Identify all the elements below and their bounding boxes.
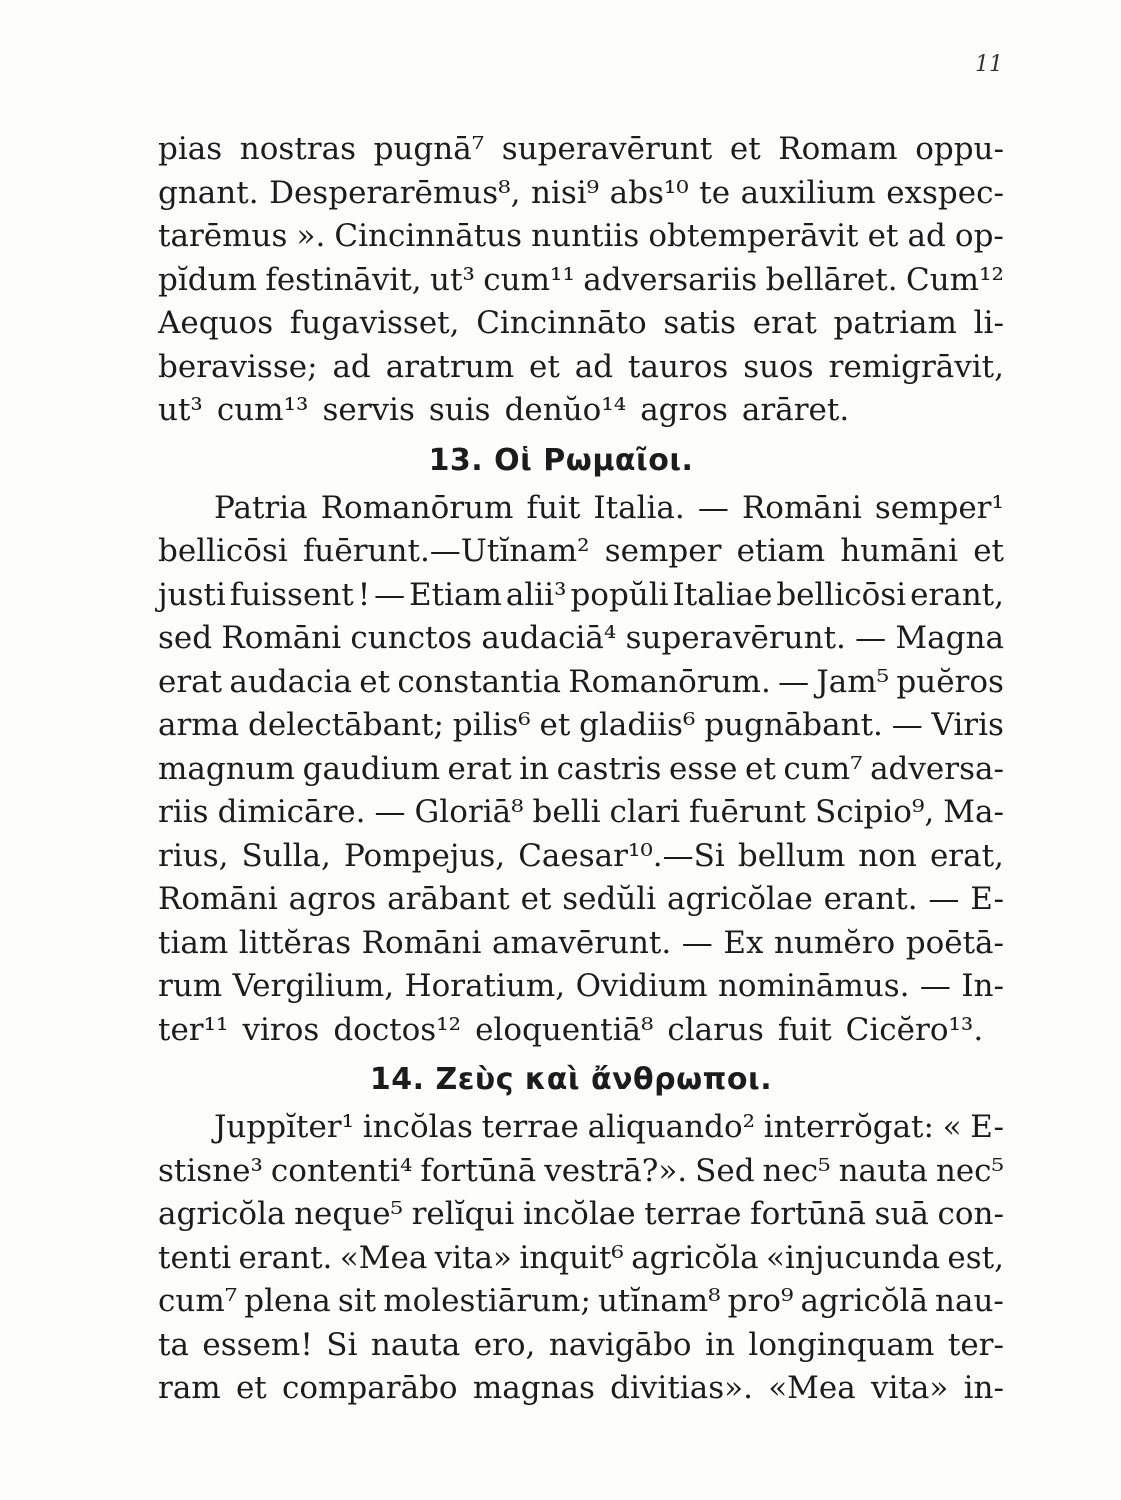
word: doctos¹² [333, 1011, 462, 1048]
word: sed [158, 620, 213, 656]
word: et [867, 218, 899, 254]
word: Pompejus, [343, 837, 506, 874]
text-line [158, 346, 1004, 390]
word: interrŏgat: [763, 1109, 934, 1145]
word: erat, [929, 837, 1004, 874]
word: agricŏlā [800, 1283, 928, 1319]
word: arāret. [741, 392, 850, 428]
word: Italiae [672, 576, 773, 613]
word: constantia [397, 663, 561, 700]
word: pro⁹ [727, 1283, 794, 1319]
word: erant, [910, 576, 1004, 613]
text-line [158, 574, 1004, 618]
page-number: 11 [975, 52, 1003, 77]
word: op- [954, 218, 1004, 254]
word: adversa- [870, 750, 1004, 787]
word: ut³ [158, 392, 203, 428]
word: et [359, 663, 391, 700]
word: tarēmus [158, 218, 288, 254]
word: Romāni [741, 489, 862, 526]
word: — [928, 881, 960, 917]
word: nostras [239, 131, 356, 167]
section-heading: 14. Ζεὺς καὶ ἄνθρωποι. [369, 1062, 773, 1097]
text-line [158, 835, 1004, 879]
word: incŏlae [522, 1196, 636, 1232]
word: nauta [838, 1152, 928, 1189]
word: vestrā?». [544, 1152, 688, 1189]
word: nomināmus. [717, 968, 910, 1004]
word: Romanōrum. [568, 663, 771, 700]
word: aratrum [385, 348, 515, 385]
word: magnum [158, 750, 296, 787]
word: abs¹⁰ [609, 174, 689, 211]
word: poētā- [905, 924, 1004, 961]
word: Sulla, [241, 837, 331, 874]
word: Italia. [593, 489, 685, 526]
word: suis [428, 392, 491, 428]
word: arābant [387, 881, 510, 917]
text-line [158, 1106, 1004, 1150]
text-line [158, 1193, 1004, 1237]
word: fuit [526, 489, 581, 526]
word: Caesar¹⁰.—Si [518, 837, 725, 874]
word: navigābo [548, 1326, 692, 1363]
word: inquit⁶ [519, 1239, 624, 1276]
word: viros [242, 1011, 320, 1048]
word: bellicōsi [776, 576, 907, 613]
text-line [158, 302, 1004, 346]
word: vita» [434, 1239, 512, 1276]
word: agros [288, 881, 377, 917]
word: arma [158, 707, 240, 743]
word: « [942, 1109, 962, 1145]
word: riis [158, 794, 209, 830]
text-line [158, 922, 1004, 966]
word: Romam [778, 131, 898, 167]
word: puĕros [896, 663, 1004, 700]
word: Ex [723, 924, 764, 961]
word: dimicāre. [217, 794, 366, 830]
word: et [529, 348, 560, 385]
word: delectābant; [248, 707, 444, 743]
word: Vergilium, [232, 968, 395, 1004]
word: denŭo¹⁴ [504, 392, 627, 428]
word: ut³ [430, 261, 475, 298]
word: bellicōsi [158, 533, 288, 569]
word: fugavisset, [289, 305, 460, 341]
word: con- [937, 1196, 1004, 1232]
text-line [158, 215, 1004, 259]
word: suos [743, 348, 814, 385]
word: — [681, 924, 713, 961]
word: Ma- [943, 794, 1004, 830]
word: Cum¹² [905, 261, 1004, 298]
text-line [158, 617, 1004, 661]
paragraph [158, 1106, 1004, 1411]
word: beravisse; [158, 348, 318, 385]
word: divitias». [610, 1370, 753, 1406]
word: Sed [695, 1152, 755, 1189]
text-line [158, 389, 1004, 433]
text-line [158, 1324, 1004, 1368]
text-line [158, 1009, 1004, 1053]
word: patriam [833, 305, 957, 341]
text-line [158, 1237, 1004, 1281]
word: Desperarēmus⁸, [269, 174, 521, 211]
word: fortūnā [420, 1152, 537, 1189]
word: Magna [895, 620, 1004, 656]
word: Jam⁵ [816, 663, 890, 700]
word: Juppĭter¹ [214, 1109, 355, 1145]
word: et [745, 750, 776, 787]
word: ter- [947, 1326, 1004, 1363]
word: Cincinnāto [476, 305, 647, 341]
word: cum⁷ [783, 750, 863, 787]
word: justi [158, 576, 226, 613]
word: clari [609, 794, 680, 830]
word: fuērunt.—Utĭnam² [302, 533, 590, 569]
text-line [158, 172, 1004, 216]
text-line [158, 1150, 1004, 1194]
word: Romāni [361, 924, 482, 961]
word: tenti [158, 1239, 232, 1276]
word: ter¹¹ [158, 1011, 229, 1048]
word: Ovidium [575, 968, 708, 1004]
word: festināvit, [265, 261, 422, 298]
word: «injucunda [766, 1239, 941, 1276]
word: exspec- [886, 174, 1004, 211]
word: Cicĕro¹³. [845, 1011, 984, 1048]
word: et [235, 1370, 267, 1406]
word: magnas [472, 1370, 595, 1406]
word: ram [158, 1370, 221, 1406]
word: alii³ [505, 576, 567, 613]
text-line [158, 965, 1004, 1009]
word: cum⁷ [158, 1283, 238, 1319]
word: cum¹³ [216, 392, 309, 428]
word: — [891, 707, 923, 743]
word: rum [158, 968, 223, 1004]
word: satis [663, 305, 736, 341]
section-heading: 13. Οἱ Ρωμαῖοι. [428, 442, 694, 478]
word: adversariis [583, 261, 758, 298]
word: nau- [935, 1283, 1004, 1319]
word: In- [961, 968, 1004, 1004]
word: gaudium [302, 750, 441, 787]
word: numĕro [774, 924, 896, 961]
word: tiam [158, 924, 229, 961]
word: «Mea [339, 1239, 428, 1276]
word: erant. [238, 1239, 333, 1276]
word: fuissent [229, 576, 354, 613]
word: et [973, 533, 1004, 569]
word: bellāret. [765, 261, 898, 298]
word: Horatium, [404, 968, 566, 1004]
word: agricŏlae [666, 881, 813, 917]
word: agros [640, 392, 728, 428]
word: Etiam [409, 576, 502, 613]
word: ero, [473, 1326, 536, 1363]
text-line [158, 128, 1004, 172]
word: Scipio⁹, [815, 794, 935, 830]
word: Viris [931, 707, 1004, 743]
word: nauta [370, 1326, 461, 1363]
word: superavērunt [501, 131, 713, 167]
word: fortūnā [750, 1196, 866, 1232]
text-line [158, 259, 1004, 303]
word: Cincinnātus [334, 218, 523, 254]
word: sedŭli [562, 881, 657, 917]
word: gnant. [158, 174, 259, 211]
word: pugnā⁷ [373, 131, 485, 167]
word: et [520, 881, 552, 917]
word: terrae [481, 1109, 579, 1145]
word: plena [244, 1283, 331, 1319]
word: ! [357, 576, 371, 613]
word: terrae [644, 1196, 742, 1232]
word: neque⁵ [294, 1196, 403, 1232]
word: auxilium [740, 174, 876, 211]
word: — [919, 968, 951, 1004]
word: molestiārum; [383, 1283, 591, 1319]
word: Patria [214, 489, 308, 526]
word: obtemperāvit [648, 218, 859, 254]
word: vita» [870, 1370, 949, 1406]
word: Si [326, 1326, 358, 1363]
paragraph [158, 128, 1004, 433]
word: eloquentiā⁸ [475, 1011, 654, 1048]
word: gladiis⁶ [579, 707, 696, 743]
word: contenti⁴ [270, 1152, 413, 1189]
word: est, [947, 1239, 1004, 1276]
word: agricŏla [631, 1239, 759, 1276]
word: audaciā⁴ [481, 620, 617, 656]
word: pĭdum [158, 261, 257, 298]
word: Romanōrum [320, 489, 514, 526]
word: E- [970, 881, 1004, 917]
word: aliquando² [587, 1109, 756, 1145]
word: superavērunt. [625, 620, 846, 656]
word: pugnābant. [704, 707, 883, 743]
text-line [158, 487, 1004, 531]
text-line [158, 530, 1004, 574]
word: essem! [202, 1326, 313, 1363]
word: ». [296, 218, 326, 254]
word: erat [752, 305, 817, 341]
word: erant. [823, 881, 918, 917]
text-line [158, 791, 1004, 835]
word: pias [158, 131, 223, 167]
word: longinquam [748, 1326, 935, 1363]
word: nisi⁹ [530, 174, 600, 211]
word: clarus [667, 1011, 764, 1048]
word: ad [332, 348, 371, 385]
word: — [374, 794, 406, 830]
word: humāni [840, 533, 959, 569]
word: — [374, 576, 406, 613]
word: «Mea [768, 1370, 856, 1406]
word: li- [973, 305, 1004, 341]
word: Aequos [158, 305, 274, 341]
word: — [697, 489, 729, 526]
word: et [729, 131, 761, 167]
word: oppu- [915, 131, 1004, 167]
text-line [158, 878, 1004, 922]
word: Romāni [221, 620, 342, 656]
word: etiam [736, 533, 826, 569]
word: esse [669, 750, 738, 787]
word: non [858, 837, 917, 874]
text-line [158, 661, 1004, 705]
word: te [699, 174, 731, 211]
text-body [158, 128, 1004, 1411]
word: in [705, 1326, 735, 1363]
word: E- [970, 1109, 1004, 1145]
word: pilis⁶ [452, 707, 531, 743]
word: nuntiis [531, 218, 640, 254]
word: remigrāvit, [828, 348, 1004, 385]
word: fuit [777, 1011, 832, 1048]
word: utĭnam⁸ [597, 1283, 721, 1319]
word: agricŏla [158, 1196, 286, 1232]
word: cum¹¹ [483, 261, 575, 298]
text-line [158, 1280, 1004, 1324]
text-line [158, 704, 1004, 748]
word: castris [556, 750, 662, 787]
word: semper¹ [874, 489, 1004, 526]
word: audacia [229, 663, 352, 700]
text-line [158, 1367, 1004, 1411]
word: nec⁵ [762, 1152, 831, 1189]
word: ad [907, 218, 946, 254]
word: et [539, 707, 571, 743]
word: popŭli [570, 576, 669, 613]
word: Romāni [158, 881, 278, 917]
word: relĭqui [411, 1196, 515, 1232]
word: rius, [158, 837, 229, 874]
word: stisne³ [158, 1152, 263, 1189]
word: semper [604, 533, 722, 569]
word: erat [158, 663, 223, 700]
word: Gloriā⁸ [414, 794, 524, 830]
word: belli [532, 794, 601, 830]
word: suā [874, 1196, 929, 1232]
word: incŏlas [362, 1109, 473, 1145]
word: — [855, 620, 887, 656]
word: nec⁵ [935, 1152, 1004, 1189]
word: tauros [628, 348, 729, 385]
word: in- [963, 1370, 1004, 1406]
word: fuērunt [689, 794, 807, 830]
text-line [158, 748, 1004, 792]
word: ta [158, 1326, 189, 1363]
word: comparābo [282, 1370, 458, 1406]
word: ad [574, 348, 614, 385]
word: servis [322, 392, 415, 428]
word: bellum [737, 837, 846, 874]
word: cunctos [350, 620, 473, 656]
word: littĕras [238, 924, 352, 961]
paragraph [158, 487, 1004, 1053]
word: in [519, 750, 550, 787]
word: — [778, 663, 810, 700]
word: erat [447, 750, 512, 787]
word: amavērunt. [491, 924, 672, 961]
word: sit [337, 1283, 377, 1319]
